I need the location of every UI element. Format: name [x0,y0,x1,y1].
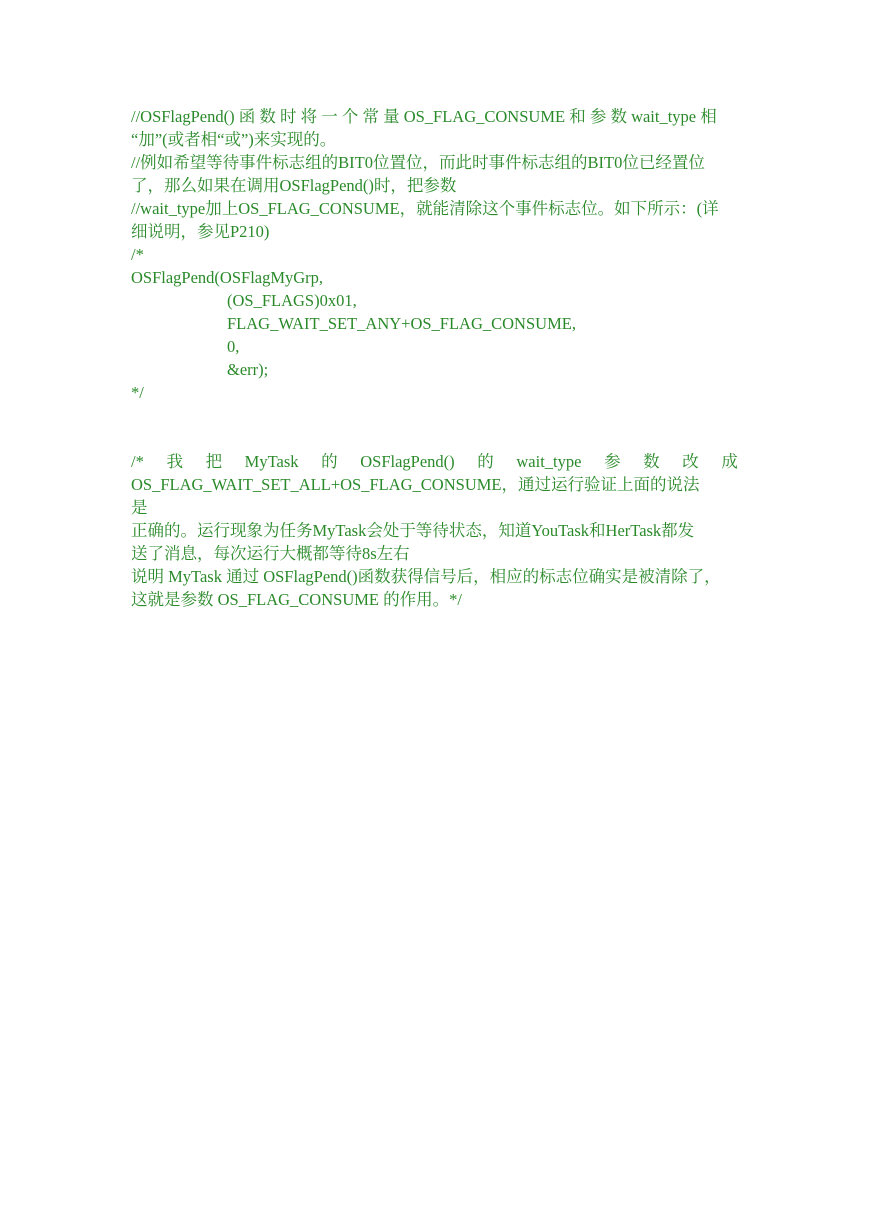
word: OSFlagPend() [360,452,455,471]
document-page [131,105,738,611]
code-comment-open: /* [131,245,144,264]
word: 改 [682,452,699,471]
word: 的 [321,452,338,471]
comment-line: 了，那么如果在调用OSFlagPend()时，把参数 [131,176,457,195]
word: 的 [477,452,494,471]
comment-line: //wait_type加上OS_FLAG_CONSUME，就能清除这个事件标志位。如下所示：(详 [131,199,719,218]
word: 把 [205,452,223,471]
word: MyTask [244,452,299,471]
code-comment-close: */ [131,383,144,402]
code-arg-line: (OS_FLAGS)0x01, [227,291,357,310]
code-arg-line: 0, [227,337,240,356]
code-arg-line: &err); [227,360,269,379]
word: 成 [721,452,738,471]
word: 数 [643,452,660,471]
comment-line: 是 [131,498,148,517]
justified-line [131,450,738,473]
word: /* [131,452,144,471]
comment-line: 正确的。运行现象为任务MyTask会处于等待状态，知道YouTask和HerTask都发 [131,521,695,540]
comment-line: 送了消息，每次运行大概都等待8s左右 [131,544,410,563]
code-call-line: OSFlagPend(OSFlagMyGrp, [131,268,324,287]
comment-line: //OSFlagPend() 函 数 时 将 一 个 常 量 OS_FLAG_CONSUME 和 参 数 wait_type 相 [131,107,717,126]
comment-line: “加”(或者相“或”)来实现的。 [131,130,337,149]
word: wait_type [516,452,582,471]
word: 参 [604,452,621,471]
comment-line: OS_FLAG_WAIT_SET_ALL+OS_FLAG_CONSUME，通过运行验证上面的说法 [131,475,700,494]
comment-line: //例如希望等待事件标志组的BIT0位置位，而此时事件标志组的BIT0位已经置位 [131,153,705,172]
paragraph-gap [131,404,738,450]
comment-line: 细说明，参见P210) [131,222,270,241]
comment-line: 说明 MyTask 通过 OSFlagPend()函数获得信号后，相应的标志位确实是被清除了， [131,567,721,586]
code-arg-line: FLAG_WAIT_SET_ANY+OS_FLAG_CONSUME, [227,314,576,333]
word: 我 [166,452,183,471]
comment-line: 这就是参数 OS_FLAG_CONSUME 的作用。*/ [131,590,462,609]
